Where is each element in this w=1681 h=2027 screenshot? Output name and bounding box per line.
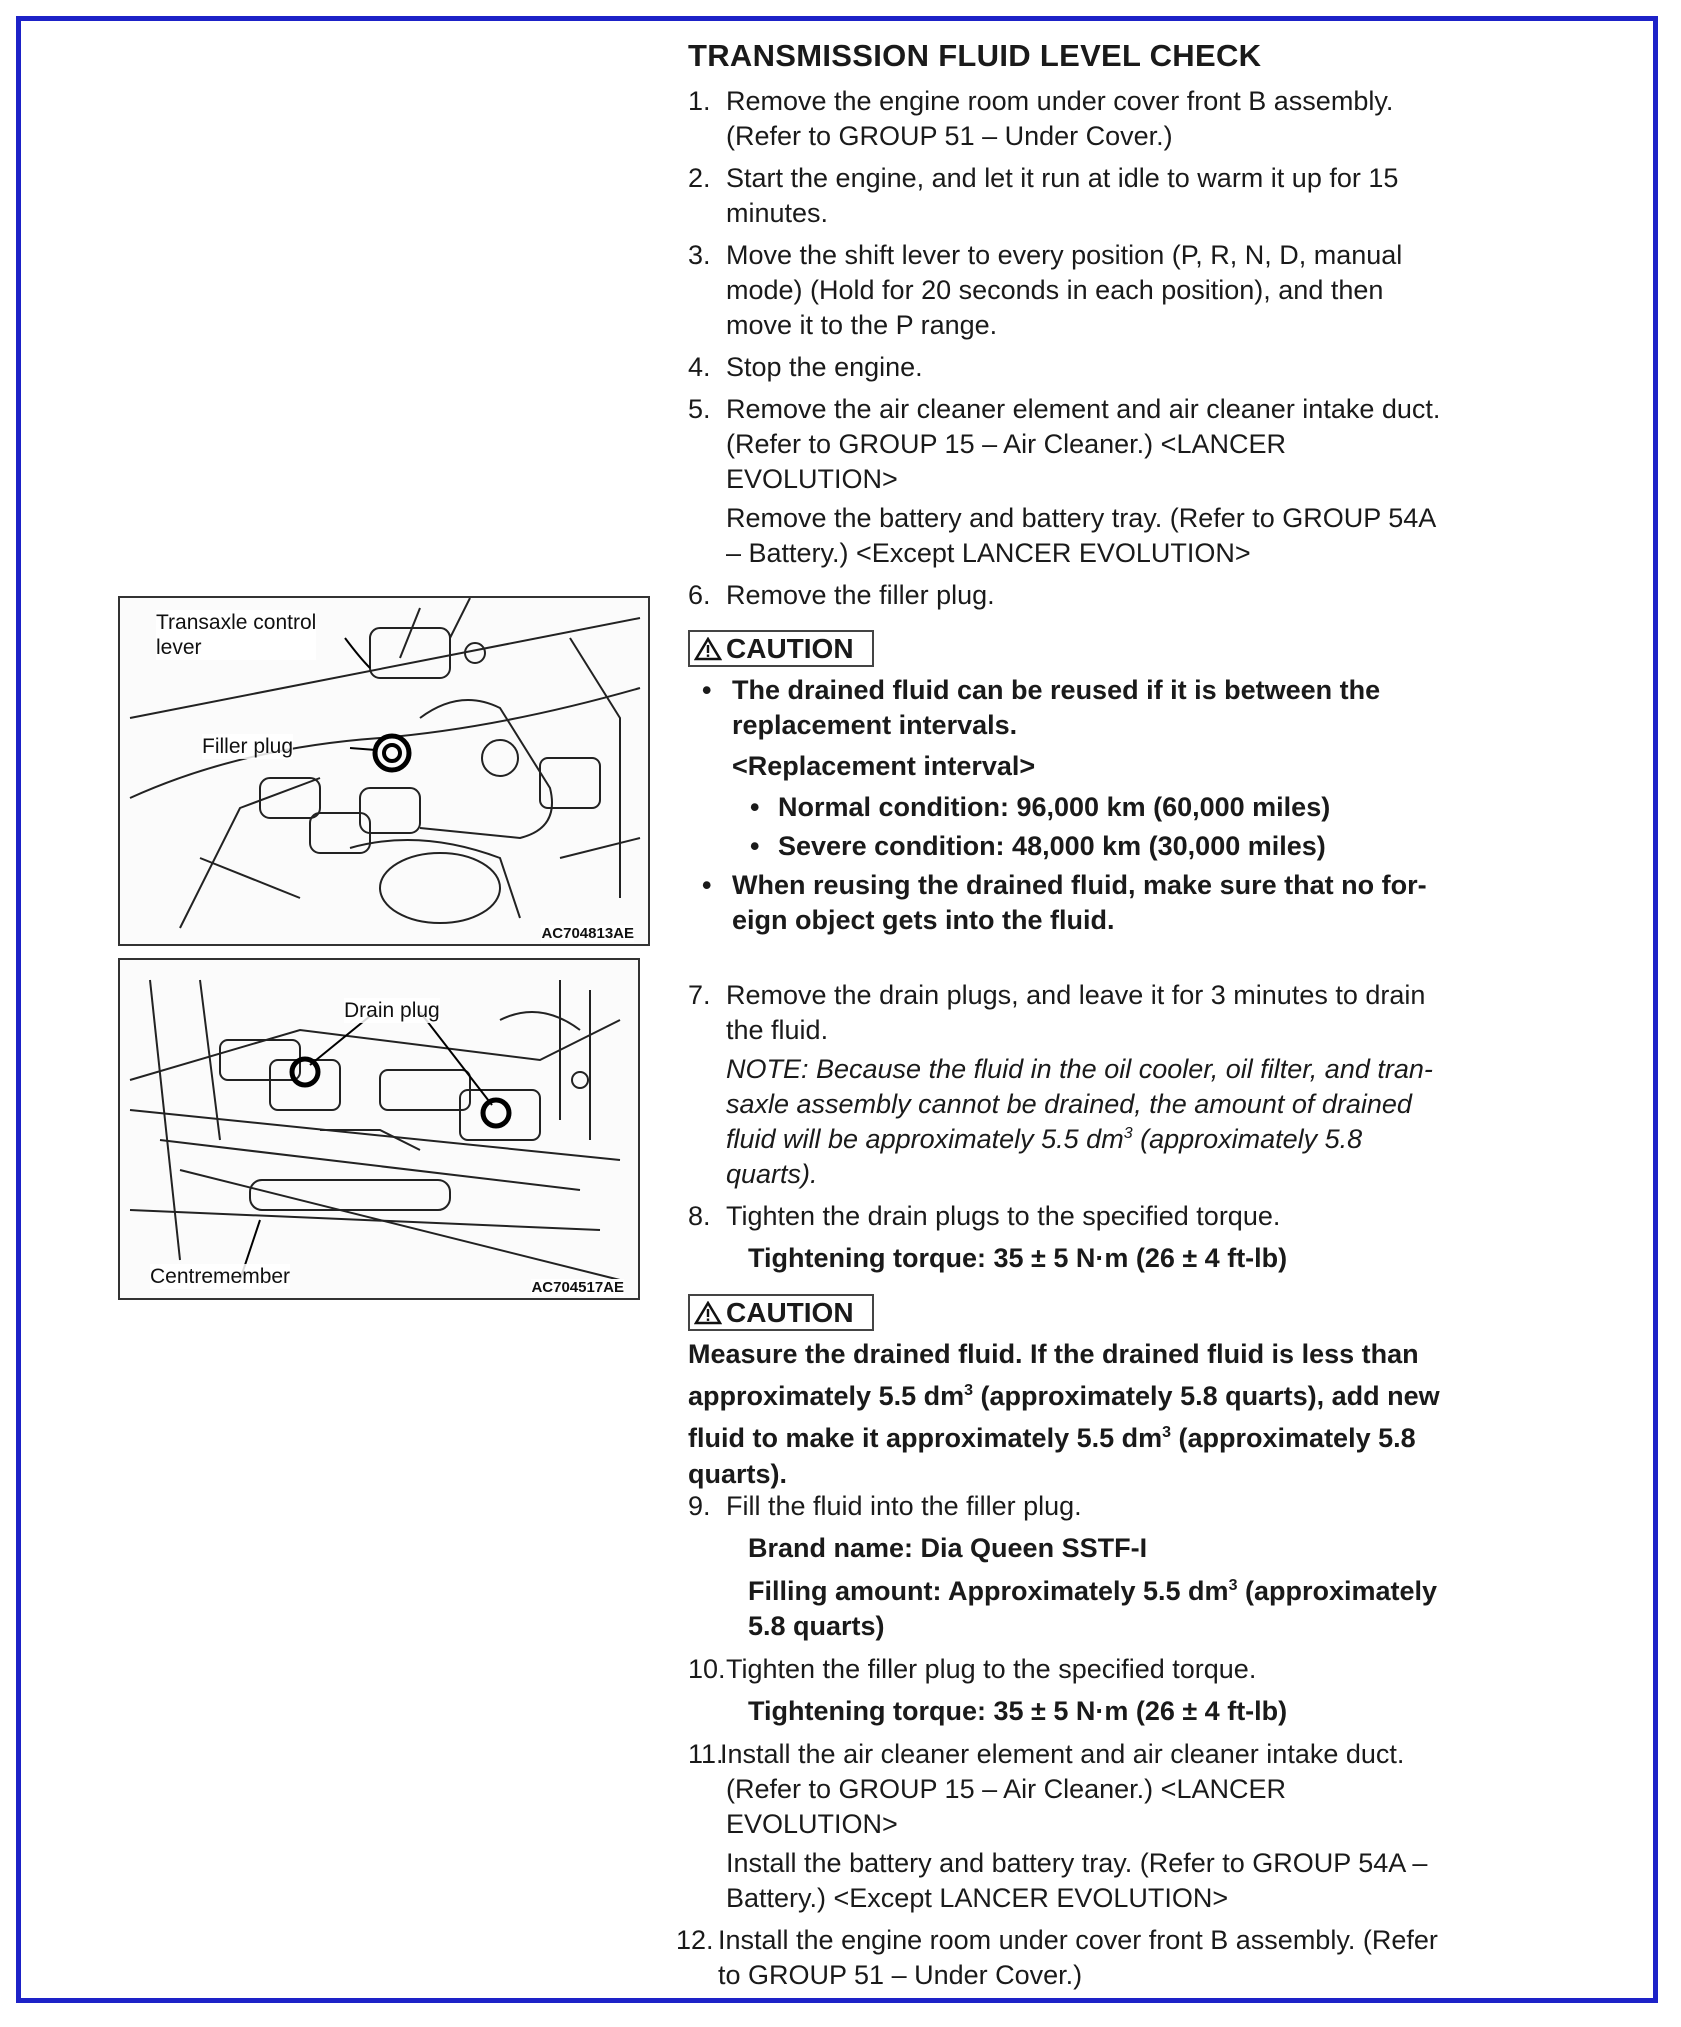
figure-code: AC704813AE [541,925,634,942]
caution-line: Measure the drained fluid. If the drained fluid is less than [688,1339,1419,1369]
caution-line: approximately 5.5 $dm^3$ (approximately 5.8 quarts), add new [688,1381,1440,1411]
interval-severe: Severe condition: 48,000 km (30,000 miles) [778,831,1326,861]
brand-spec: Brand name: Dia Queen SSTF-I [748,1533,1148,1563]
note-text: fluid will be approximately 5.5 $dm^3$ (approximately 5.8 [726,1124,1363,1154]
interval-item: • Normal condition: 96,000 km (60,000 miles) [750,792,1331,822]
step-text: Fill the fluid into the filler plug. [726,1491,1082,1521]
label-drain-plug: Drain plug [344,999,440,1022]
step-text: Remove the filler plug. [726,580,995,610]
step-number: 3. [688,240,711,270]
caution-1-list [688,673,1528,938]
step-number: 12. [676,1925,714,1955]
bullet-text: replacement intervals. [732,710,1018,740]
interval-normal: Normal condition: 96,000 km (60,000 miles) [778,792,1331,822]
step-12 [676,1923,1528,1993]
note-text: quarts). [726,1159,818,1189]
step-4 [688,350,1528,385]
step-text: to GROUP 51 – Under Cover.) [718,1960,1083,1990]
step-number: 9. [688,1491,711,1521]
caution-text: CAUTION [726,1297,854,1328]
step-number: 1. [688,86,711,116]
step-text: Battery.) <Except LANCER EVOLUTION> [726,1883,1229,1913]
step-text: Start the engine, and let it run at idle to warm it up for 15 [726,163,1399,193]
step-text: Remove the drain plugs, and leave it for 3 minutes to drain [726,980,1426,1010]
step-text: EVOLUTION> [726,464,898,494]
step-text: Tighten the drain plugs to the specified torque. [726,1201,1281,1231]
step-text: Install the battery and battery tray. (Refer to GROUP 54A – [726,1848,1428,1878]
step-number: 10. [688,1654,726,1684]
interval-heading: <Replacement interval> [732,751,1036,781]
warning-triangle-icon [694,1297,722,1329]
interval-item: • Severe condition: 48,000 km (30,000 miles) [750,831,1326,861]
step-number: 2. [688,163,711,193]
step-text: mode) (Hold for 20 seconds in each position), and then [726,275,1384,305]
step-number: 4. [688,352,711,382]
caution-label [688,1294,874,1331]
step-2 [688,161,1528,231]
torque-spec: Tightening torque: 35 ± 5 N·m (26 ± 4 ft-lb) [748,1243,1288,1273]
label-centremember: Centremember [150,1265,291,1288]
step-3 [688,238,1528,343]
caution-bullet: • When reusing the drained fluid, make sure that no for- eign object gets into the fluid. [688,868,1528,938]
bullet-text: eign object gets into the fluid. [732,905,1115,935]
caution-bullet: • The drained fluid can be reused if it is between the replacement intervals. [688,673,1528,743]
step-9 [688,1489,1528,1524]
step-text: Stop the engine. [726,352,923,382]
page-title: TRANSMISSION FLUID LEVEL CHECK [688,38,1262,73]
bullet-text: The drained fluid can be reused if it is between the [732,675,1381,705]
step-text: Move the shift lever to every position (P, R, N, D, manual [726,240,1403,270]
step-text: Install the air cleaner element and air cleaner intake duct. [720,1739,1405,1769]
step-7 [688,978,1528,1192]
step-text: (Refer to GROUP 51 – Under Cover.) [726,121,1173,151]
step-text: EVOLUTION> [726,1809,898,1839]
step-number: 11. [688,1739,724,1769]
caution-line: quarts). [688,1459,788,1489]
step-text: Install the engine room under cover front B assembly. (Refer [718,1925,1438,1955]
step-6 [688,578,1528,613]
step-number: 6. [688,580,711,610]
step-number: 7. [688,980,711,1010]
figure-code: AC704517AE [531,1279,624,1296]
figure-drain-plug [118,958,640,1300]
note-text: saxle assembly cannot be drained, the amount of drained [726,1089,1412,1119]
step-text: minutes. [726,198,829,228]
filling-spec: Filling amount: Approximately 5.5 $dm^3$ (approximately 5.8 quarts) [748,1576,1438,1641]
step-number: 8. [688,1201,711,1231]
label-filler-plug: Filler plug [202,735,294,758]
step-11 [688,1737,1528,1916]
step-text: Tighten the filler plug to the specified torque. [726,1654,1257,1684]
step-text: (Refer to GROUP 15 – Air Cleaner.) <LANCER [726,1774,1286,1804]
step-10 [688,1652,1528,1687]
step-text: Remove the battery and battery tray. (Refer to GROUP 54A [726,503,1437,533]
caution-label [688,630,874,667]
step-number: 5. [688,394,711,424]
step-text: move it to the P range. [726,310,998,340]
step-5 [688,392,1528,571]
step-8 [688,1199,1528,1234]
step-text: Remove the air cleaner element and air cleaner intake duct. [726,394,1441,424]
caution-text: CAUTION [726,633,854,664]
step-text: (Refer to GROUP 15 – Air Cleaner.) <LANCER [726,429,1286,459]
step-text: Remove the engine room under cover front B assembly. [726,86,1394,116]
warning-triangle-icon [694,633,722,665]
step-note [726,1052,1528,1192]
caution-2-text [688,1333,1528,1489]
label-transaxle-control: Transaxle control lever [156,611,317,659]
note-text: NOTE: Because the fluid in the oil cooler, oil filter, and tran- [726,1054,1433,1084]
step-text: the fluid. [726,1015,829,1045]
bullet-text: When reusing the drained fluid, make sure that no for- [732,870,1427,900]
figure-filler-plug [118,596,650,946]
step-1 [688,84,1528,154]
step-text: – Battery.) <Except LANCER EVOLUTION> [726,538,1251,568]
caution-line: fluid to make it approximately 5.5 $dm^3$ (approximately 5.8 [688,1423,1416,1453]
procedure-content [676,22,1528,2000]
torque-spec: Tightening torque: 35 ± 5 N·m (26 ± 4 ft-lb) [748,1696,1288,1726]
